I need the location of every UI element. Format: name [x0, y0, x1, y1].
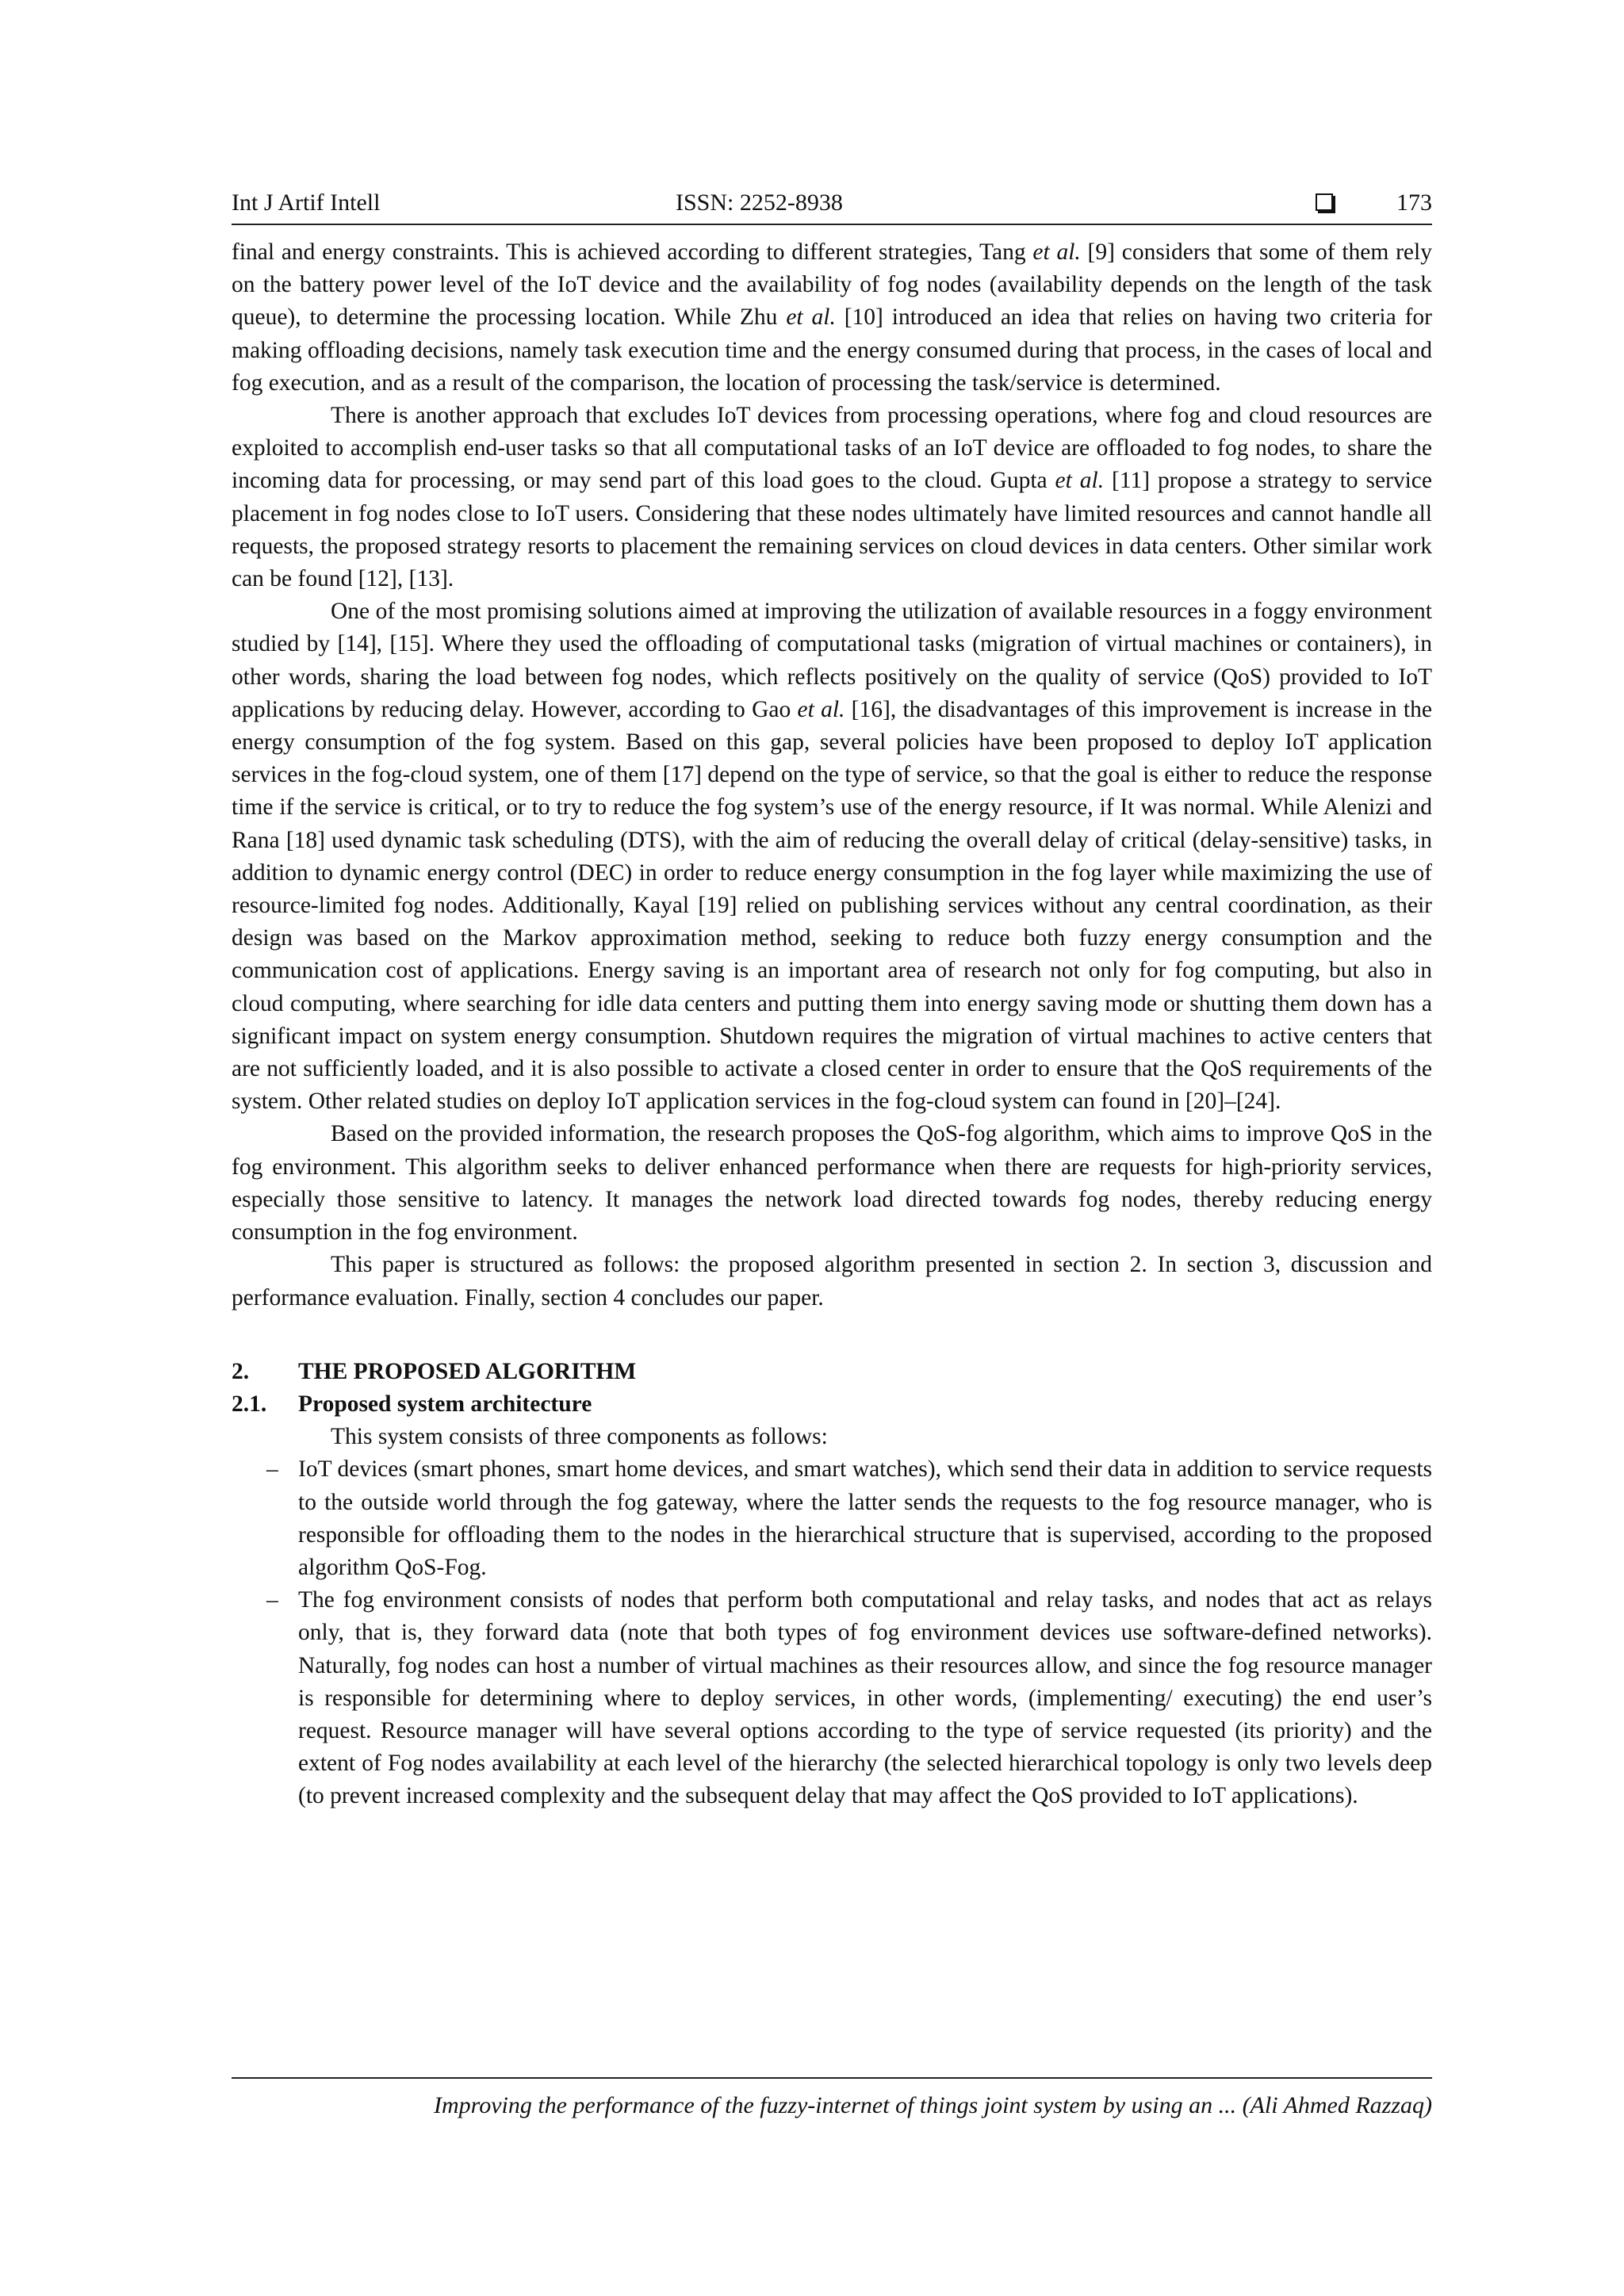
body-text: [232, 236, 1432, 1813]
section-title: THE PROPOSED ALGORITHM: [298, 1358, 637, 1384]
list-item: – IoT devices (smart phones, smart home devices, and smart watches), which send their data in addition to service requests to the outside world through the fog gateway, where the latter sends the requests to the fog resource manager, who is responsible for offloading them to the nodes in the hierarchical structure that is supervised, according to the proposed algorithm QoS-Fog.: [232, 1453, 1432, 1584]
footer-title: Improving the performance of the fuzzy-internet of things joint system by using an ... (Ali Ahmed Razzaq): [433, 2092, 1432, 2118]
running-footer: [232, 2077, 1432, 2122]
component-list: [232, 1453, 1432, 1812]
page-number: 173: [1396, 189, 1432, 216]
paragraph-2: There is another approach that excludes IoT devices from processing operations, where fog and cloud resources are exploited to accomplish end-user tasks so that all computational tasks of an IoT device are offloaded to fog nodes, to share the incoming data for processing, or may send part of this load goes to the cloud. Gupta et al. [11] propose a strategy to service placement in fog nodes close to IoT users. Considering that these nodes ultimately have limited resources and cannot handle all requests, the proposed strategy resorts to placement the remaining services on cloud devices in data centers. Other similar work can be found [12], [13].: [232, 403, 1432, 592]
subsection-title: Proposed system architecture: [298, 1391, 592, 1417]
section-number: 2.: [232, 1358, 250, 1384]
list-intro: This system consists of three components as follows:: [331, 1424, 828, 1450]
running-header: [232, 187, 1432, 225]
paragraph-1: final and energy constraints. This is achieved according to different strategies, Tang et al. [9] considers that some of them rely on the battery power level of the IoT device and the availability of fog nodes (availability depends on the length of the task queue), to determine the processing location. While Zhu et al. [10] introduced an idea that relies on having two criteria for making offloading decisions, namely task execution time and the energy consumed during that process, in the cases of local and fog execution, and as a result of the comparison, the location of processing the task/service is determined.: [232, 239, 1432, 396]
issn: ISSN: 2252-8938: [676, 189, 843, 216]
paragraph-4: Based on the provided information, the research proposes the QoS-fog algorithm, which aims to improve QoS in the fog environment. This algorithm seeks to deliver enhanced performance when there are requests for high-priority services, especially those sensitive to latency. It manages the network load directed towards fog nodes, thereby reducing energy consumption in the fog environment.: [232, 1121, 1432, 1246]
section-heading: [232, 1356, 1432, 1388]
paragraph-3: One of the most promising solutions aimed at improving the utilization of available resources in a foggy environment studied by [14], [15]. Where they used the offloading of computational tasks (migration of virtual machines or containers), in other words, sharing the load between fog nodes, which reflects positively on the quality of service (QoS) provided to IoT applications by reducing delay. However, according to Gao et al. [16], the disadvantages of this improvement is increase in the energy consumption of the fog system. Based on this gap, several policies have been proposed to deploy IoT application services in the fog-cloud system, one of them [17] depend on the type of service, so that the goal is either to reduce the response time if the service is critical, or to try to reduce the fog system’s use of the energy resource, if It was normal. While Alenizi and Rana [18] used dynamic task scheduling (DTS), with the aim of reducing the overall delay of critical (delay-sensitive) tasks, in addition to dynamic energy control (DEC) in order to reduce energy consumption in the fog layer while maximizing the use of resource-limited fog nodes. Additionally, Kayal [19] relied on publishing services without any central coordination, as their design was based on the Markov approximation method, seeking to reduce both fuzzy energy consumption and the communication cost of applications. Energy saving is an important area of research not only for fog computing, but also in cloud computing, where searching for idle data centers and putting them into energy saving mode or shutting them down has a significant impact on system energy consumption. Shutdown requires the migration of virtual machines to active centers that are not sufficiently loaded, and it is also possible to activate a closed center in order to ensure that the QoS requirements of the system. Other related studies on deploy IoT application services in the fog-cloud system can found in [20]–[24].: [232, 599, 1432, 1115]
paragraph-5: This paper is structured as follows: the proposed algorithm presented in section 2. In section 3, discussion and performance evaluation. Finally, section 4 concludes our paper.: [232, 1252, 1432, 1311]
journal-name: Int J Artif Intell: [232, 189, 381, 216]
list-item: – The fog environment consists of nodes that perform both computational and relay tasks, and nodes that act as relays only, that is, they forward data (note that both types of fog environment devices use software-defined networks). Naturally, fog nodes can host a number of virtual machines as their resources allow, and since the fog resource manager is responsible for determining where to deploy services, in other words, (implementing/ executing) the end user’s request. Resource manager will have several options according to the type of service requested (its priority) and the extent of Fog nodes availability at each level of the hierarchy (the selected hierarchical topology is only two levels deep (to prevent increased complexity and the subsequent delay that may affect the QoS provided to IoT applications).: [232, 1584, 1432, 1812]
paper-page: [232, 187, 1432, 1813]
subsection-number: 2.1.: [232, 1391, 267, 1417]
subsection-heading: [232, 1388, 1432, 1421]
square-box-icon: [1316, 193, 1333, 211]
